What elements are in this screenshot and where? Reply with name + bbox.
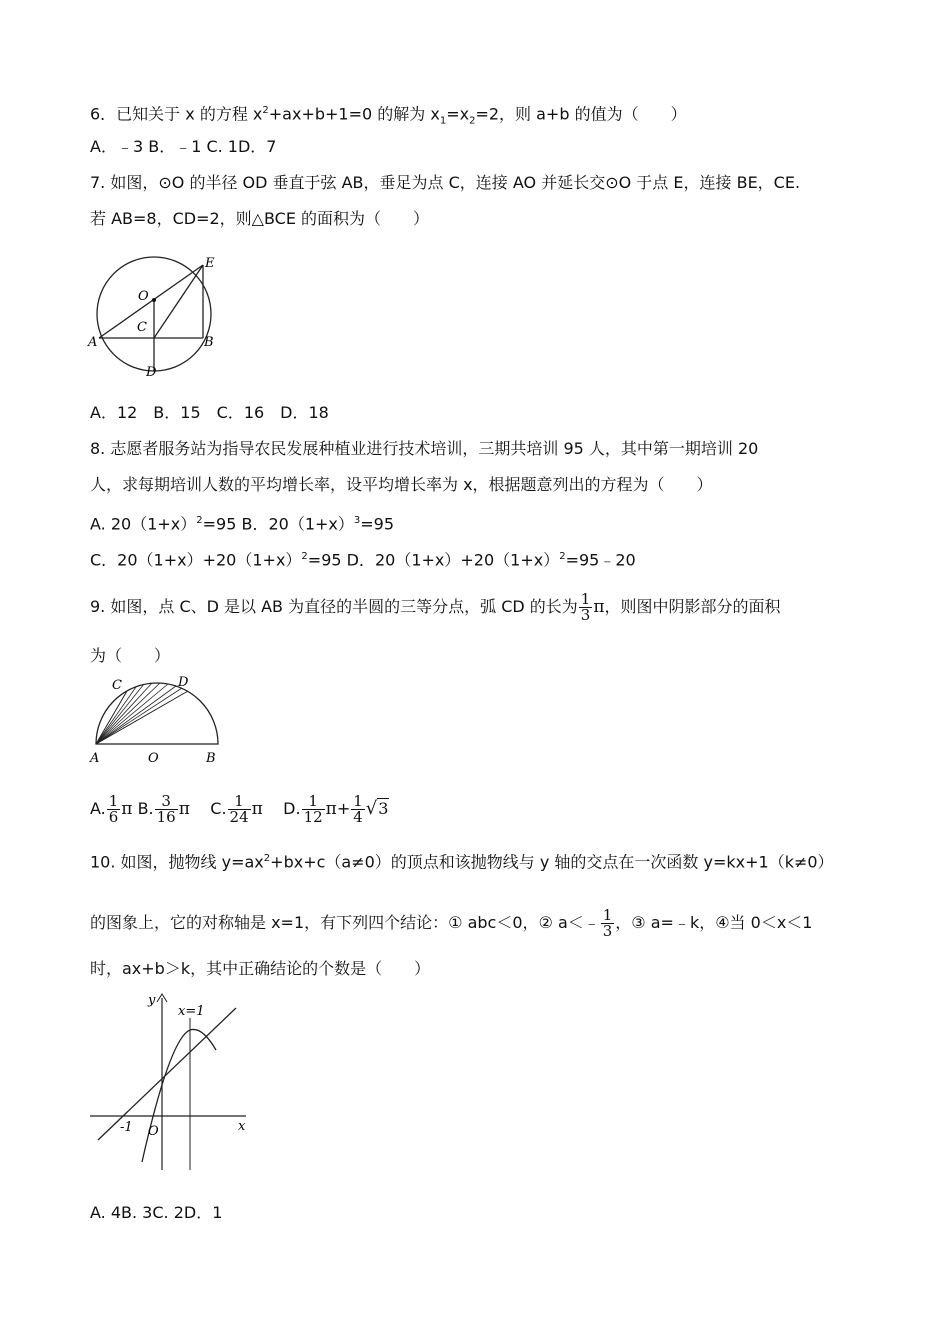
q8-stem-line1: 8. 志愿者服务站为指导农民发展种植业进行技术培训，三期共培训 95 人，其中第一期培训 20 (90, 439, 759, 458)
q7-stem-line2: 若 AB=8，CD=2，则△BCE 的面积为（ ） (90, 209, 430, 228)
q10-fraction: $\frac{1}{3}$ (602, 906, 613, 940)
q10-graph-figure (86, 990, 256, 1176)
q9-label-O: O (148, 751, 159, 766)
q9-label-A: A (90, 751, 100, 766)
q7-label-C: C (137, 320, 147, 335)
q7-stem-line1: 7. 如图，⊙O 的半径 OD 垂直于弦 AB，垂足为点 C，连接 AO 并延长交⊙O 于点 E，连接 BE，CE. (90, 173, 801, 192)
q10-stem-line2: 的图象上，它的对称轴是 x=1，有下列四个结论：① abc＜0，② a＜﹣ $\frac{1}{3}$ ，③ a=﹣k，④当 0＜x＜1 (90, 906, 813, 940)
q7-label-D: D (146, 365, 157, 380)
q7-circle-figure (86, 252, 226, 382)
q10-label-x: x (238, 1119, 246, 1134)
q9-label-B: B (206, 751, 216, 766)
q8-stem-line2: 人，求每期培训人数的平均增长率，设平均增长率为 x，根据题意列出的方程为（ ） (90, 475, 713, 494)
q9-arc-fraction: $\frac{1}{3}$ (580, 590, 591, 624)
q6-options: A．﹣3 B．﹣1 C. 1D．7 (90, 137, 277, 156)
q8-options-cd: C．$20(1+x)+20(1+x)^2=95$ D．$20(1+x)+20(1+x)^2=95﹣20$ (90, 550, 636, 570)
q9-stem-line1: 9. 如图，点 C、D 是以 AB 为直径的半圆的三等分点，弧 CD 的长为 $\frac{1}{3}$ π，则图中阴影部分的面积 (90, 590, 781, 624)
q10-label-axis: x=1 (178, 1004, 205, 1019)
q7-label-B: B (204, 335, 214, 350)
q9-semicircle-figure (86, 672, 226, 768)
q10-options: A. 4B. 3C. 2D．1 (90, 1203, 223, 1222)
q10-stem-line3: 时，ax+b＞k，其中正确结论的个数是（ ） (90, 959, 431, 978)
q10-label-O: O (148, 1124, 159, 1139)
q10-stem-line1: 10. 如图，抛物线 $y=ax^2+bx+c(a\ne 0)$的顶点和该抛物线与 y 轴的交点在一次函数 y=kx+1（k≠0） (90, 852, 834, 872)
q7-label-O: O (138, 289, 149, 304)
q7-label-E: E (205, 256, 215, 271)
q10-label-neg1: -1 (120, 1120, 133, 1135)
q7-options: A．12 B．15 C．16 D．18 (90, 403, 329, 422)
q9-label-C: C (112, 678, 122, 693)
q8-options-ab: A. $20(1+x)^2=95$ B．$20(1+x)^3=95$ (90, 514, 395, 534)
q9-stem-line2: 为（ ） (90, 646, 171, 665)
q9-label-D: D (178, 675, 189, 690)
q9-options: A. $\frac{1}{6}$ π B. $\frac{3}{16}$ π C. $\frac{1}{24}$ π D. $\frac{1}{12}$ π+ $\frac{1}{4}$ √3 (90, 792, 389, 826)
q7-label-A: A (88, 335, 98, 350)
q6-stem: 6．已知关于 x 的方程 $x^2+ax+b+1=0$ 的解为 $x_1=x_2=2$，则 a+b 的值为（ ） (90, 104, 687, 127)
q10-label-y: y (148, 993, 156, 1008)
